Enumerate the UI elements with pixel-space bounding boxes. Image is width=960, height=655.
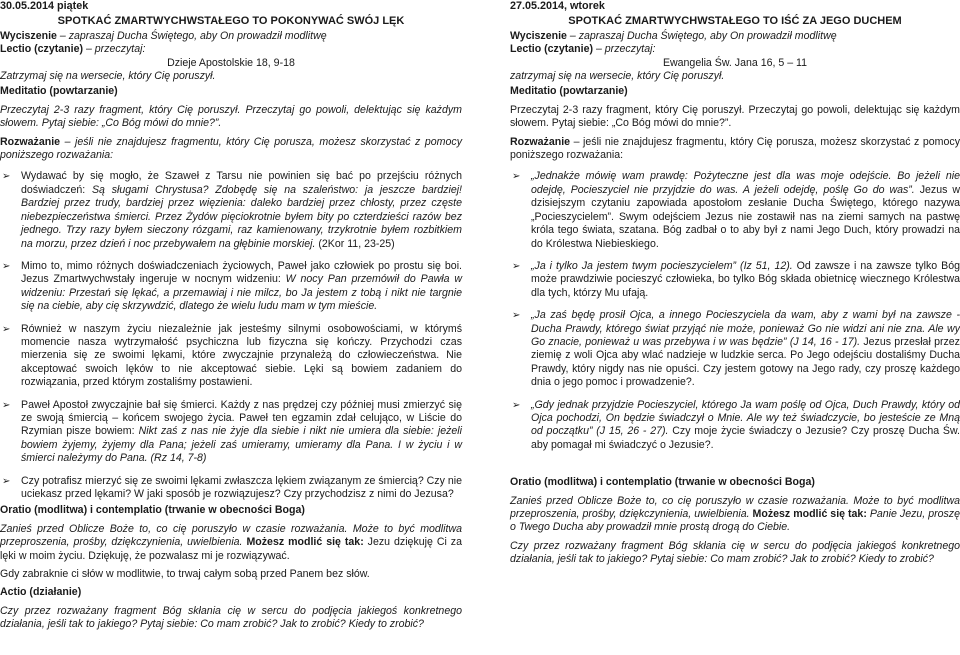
bullet-text: Czy potrafisz mierzyć się ze swoimi lękami zwłaszcza lękiem związanym ze śmiercią? Czy nie uciekasz przed lękami? W jaki sposób je rozwiązujesz? Czy przychodzisz z nimi do Jezusa? [21,474,462,500]
bullet-text: Paweł Apostoł zwyczajnie bał się śmierci. Każdy z nas prędzej czy później musi zmierzyć się ze swoją śmiercią – końcem swojego życia. Paweł ten egzamin zdał celująco, w Liście do Rzymian pisze bowiem: [21,398,462,438]
left-silence-label: Wyciszenie [0,29,57,42]
arrow-bullet-icon: ➢ [512,310,521,322]
left-oratio-text [0,523,462,563]
bullet-quote: „Jednakże mówię wam prawdę: Pożyteczne jest dla was moje odejście. Bo jeżeli nie odejdę, Pocieszyciel nie przyjdzie do was. A jeżeli odejdę, poślę Go do was”. [531,170,960,196]
left-oratio-bold: Możesz modlić się tak: [246,536,364,549]
left-title: SPOTKAĆ ZMARTWYCHWSTAŁEGO TO POKONYWAĆ SWÓJ LĘK [57,15,405,28]
bullet-text: Wydawać by się mogło, że Szaweł z Tarsu nie powinien się bać po przejściu różnych doświadczeń: [21,170,462,196]
arrow-bullet-icon: ➢ [2,475,11,487]
right-oratio-heading: Oratio (modlitwa) i contemplatio (trwanie w obecności Boga) [510,476,815,489]
bullet-text: Jezus przesłał przez ziemię z woli Ojca aby wlać nadzieje w ludzkie serca. Po Jego odejściu dostaliśmy Ducha Prawdy, który nigdy nas nie opuści. Czy jestem gotowy na Jego rady, czy proszę każdego dnia o jego pomoc i prowadzenie?. [531,335,960,389]
arrow-bullet-icon: ➢ [2,323,11,335]
left-oratio-prayer: Jezu dziękuję Ci za lęki w moim życiu. Dziękuję, że pozwalasz mi je rozwiązywać. [0,536,462,562]
left-reflection [0,136,462,163]
list-item [0,323,462,390]
bullet-quote: „Gdy jednak przyjdzie Pocieszyciel, którego Ja wam poślę od Ojca, Duch Prawdy, który od Ojca pochodzi, On będzie świadczył o Mnie. Ale wy też świadczycie, bo jesteście ze Mną od początku” (J 15, 26 - 27). [531,398,960,438]
right-lectio-label: Lectio (czytanie) [510,43,594,56]
bullet-text: Czy moje życie świadczy o Jezusie? Czy proszę Ducha Św. aby pomagał mi świadczyć o Jezusie?. [531,425,960,451]
right-lectio [510,43,960,56]
right-column [510,0,960,567]
arrow-bullet-icon: ➢ [512,399,521,411]
right-oratio-text [510,495,960,535]
left-oratio-heading: Oratio (modlitwa) i contemplatio (trwanie w obecności Boga) [0,504,305,517]
right-bullet-list [510,170,960,452]
left-lectio [0,43,462,56]
right-silence-label: Wyciszenie [510,29,567,42]
right-reflection [510,136,960,163]
left-meditatio-text: Przeczytaj 2-3 razy fragment, który Cię poruszył. Przeczytaj go powoli, delektując się każdym słowem. Pytaj siebie: „Co Bóg mówi do mnie?”. [0,103,462,130]
bullet-quote: „Ja i tylko Ja jestem twym pocieszycielem” (Iz 51, 12). [531,259,793,272]
right-meditatio-text: Przeczytaj 2-3 razy fragment, który Cię poruszył. Przeczytaj go powoli, delektując się każdym słowem. Pytaj siebie: „Co Bóg mówi do mnie?”. [510,103,960,130]
left-lectio-text: – przeczytaj: [83,43,146,56]
bullet-text: Również w naszym życiu niezależnie jak jesteśmy silnymi osobowościami, w którymś momencie nasza wytrzymałość psychiczna lub fizyczna się kończy. Przychodzi czas mierzenia się ze swoimi lękami, które zwyczajnie przynależą do człowieczeństwa. Nie akceptować swoich lęków to nie akceptować siebie. Lęki są bowiem zadaniem do rozwiązania, przed którym zostaliśmy postawieni. [21,322,462,389]
arrow-bullet-icon: ➢ [2,399,11,411]
right-oratio-italic: Zanieś przed Oblicze Boże to, co cię poruszyło w czasie rozważania. Może to być modlitwa przeproszenia, prośby, dziękczynienia, uwielbienia. [510,494,960,520]
left-silence-text: – zapraszaj Ducha Świętego, aby On prowadził modlitwę [56,29,327,42]
left-column [0,0,462,632]
left-reference: Dzieje Apostolskie 18, 9-18 [167,56,295,69]
right-oratio-bold: Możesz modlić się tak: [752,508,867,520]
left-lectio-label: Lectio (czytanie) [0,43,84,56]
right-pause: zatrzymaj się na wersecie, który Cię poruszył. [510,70,725,83]
right-silence [510,30,960,43]
arrow-bullet-icon: ➢ [2,171,11,183]
left-actio-text: Czy przez rozważany fragment Bóg skłania cię w sercu do podjęcia jakiegoś konkretnego działania, jeśli tak to jakiego? Pytaj siebie: Co mam zrobić? Jak to zrobić? Kiedy to zrobić? [0,604,462,631]
right-reference: Ewangelia Św. Jana 16, 5 – 11 [662,56,808,69]
left-reflection-label: Rozważanie [0,135,61,148]
bullet-quote: W nocy Pan przemówił do Pawła w widzeniu: Przestań się lękać, a przemawiaj i nie milcz, bo Ja jestem z tobą i nikt nie targnie się na ciebie, aby cię skrzywdzić, dlatego że wielu ludu mam w tym mieście. [21,273,462,313]
left-actio-label: Actio (działanie) [0,586,82,599]
left-bullet-list [0,170,462,501]
bullet-text: Od zawsze i na zawsze tylko Bóg może prawdziwie pocieszyć człowieka, bo tylko Bóg składa obietnicę wiecznego Królestwa dla tych, którzy Mu ufają. [531,259,960,299]
right-oratio-prayer: Panie Jezu, proszę o Twego Ducha aby prowadził mnie prostą drogą do Ciebie. [510,508,960,534]
bullet-quote: „Ja zaś będę prosił Ojca, a innego Pocieszyciela da wam, aby z wami był na zawsze - Ducha Prawdy, którego świat przyjąć nie może, ponieważ Go nie widzi ani nie zna. Ale wy Go znacie, ponieważ u was przebywa i w was będzie” (J 14, 16 - 17). [531,309,960,348]
list-item [0,170,462,250]
left-meditatio-label: Meditatio (powtarzanie) [0,85,118,98]
bullet-text: Mimo to, mimo różnych doświadczeniach życiowych, Paweł jako człowiek po prostu się boi. Jezus Zmartwychwstały ingeruje w nocnym widzeniu: [21,259,462,286]
left-silence [0,30,462,43]
left-reflection-text: – jeśli nie znajdujesz fragmentu, który Cię porusza, możesz skorzystać z pomocy poniższego rozważania: [0,135,462,162]
right-meditatio-label: Meditatio (powtarzanie) [510,85,628,98]
list-item [0,475,462,502]
left-oratio-italic: Zanieś przed Oblicze Boże to, co cię poruszyło w czasie rozważania. Może to być modlitwa przeproszenia, prośby, dziękczynienia, uwielbienia. [0,522,462,549]
bullet-citation: (2Kor 11, 23-25) [315,237,395,250]
right-title: SPOTKAĆ ZMARTWYCHWSTAŁEGO TO IŚĆ ZA JEGO DUCHEM [568,15,902,28]
right-reflection-text: – jeśli nie znajdujesz fragmentu, który Cię porusza, możesz skorzystać z pomocy poniższego rozważania: [510,135,960,162]
right-reflection-label: Rozważanie [510,135,571,148]
bullet-text: Jezus w dzisiejszym czytaniu zapowiada apostołom zesłanie Ducha Świętego, którego nazywa „Pocieszycielem”. Swym odejściem Jezus nie zostawił nas na ziemi samych na pastwę króla tego świata, szatana. Bóg zadbał o to aby był z nami Jego Duch, który prowadzi na do Królestwa Niebieskiego. [531,183,960,250]
list-item [510,260,960,300]
right-silence-text: – zapraszaj Ducha Świętego, aby On prowadził modlitwę [566,29,837,42]
right-lectio-text: – przeczytaj: [593,43,656,56]
bullet-quote: Są sługami Chrystusa? Zdobędę się na szaleństwo: ja jeszcze bardziej! Bardziej przez trudy, bardziej przez więzienia: daleko bardziej przez chłosty, przez częste niebezpieczeństwa śmierci. Przez Żydów pięciokrotnie byłem bity po czterdzieści razów bez jednego. Trzy razy byłem sieczony rózgami, raz kamienowany, trzykrotnie byłem rozbitkiem na morzu, przez dzień i noc przebywałem na głębinie morskiej. [21,183,463,250]
left-pause: Zatrzymaj się na wersecie, który Cię poruszył. [0,70,216,83]
left-closing: Gdy zabraknie ci słów w modlitwie, to trwaj całym sobą przed Panem bez słów. [0,568,370,581]
list-item [0,260,462,314]
arrow-bullet-icon: ➢ [512,260,521,272]
right-date: 27.05.2014, wtorek [510,0,605,12]
list-item [0,399,462,466]
right-actio-text: Czy przez rozważany fragment Bóg skłania cię w sercu do podjęcia jakiegoś konkretnego działania, jeśli tak to jakiego? Pytaj siebie: Co mam zrobić? Jak to zrobić? Kiedy to zrobić? [510,539,960,566]
arrow-bullet-icon: ➢ [2,260,11,272]
list-item [510,399,960,453]
left-date: 30.05.2014 piątek [0,0,89,12]
bullet-quote: Nikt zaś z nas nie żyje dla siebie i nikt nie umiera dla siebie: jeżeli bowiem żyjemy, żyjemy dla Pana; jeżeli zaś umieramy, umieramy dla Pana. I w życiu i w śmierci należymy do Pana. (Rz 14, 7-8) [21,425,462,465]
arrow-bullet-icon: ➢ [512,171,521,183]
list-item [510,170,960,250]
list-item [510,309,960,389]
